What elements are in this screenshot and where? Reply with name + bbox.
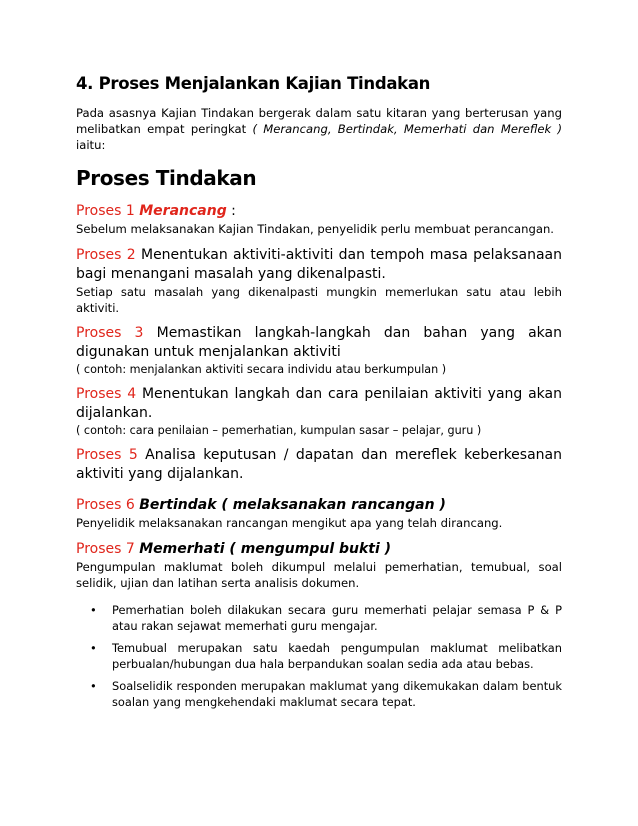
step-5-title: Analisa keputusan / dapatan dan mereflek keberkesanan aktiviti yang dijalankan.	[76, 447, 562, 482]
bullet-text: Temubual merupakan satu kaedah pengumpulan maklumat melibatkan perbualan/hubungan dua hala berpandukan soalan sedia ada atau bebas.	[112, 641, 562, 671]
step-6-desc: Penyelidik melaksanakan rancangan mengikut apa yang telah dirancang.	[76, 516, 503, 530]
step-2	[76, 246, 562, 316]
step-6-title: Bertindak ( melaksanakan rancangan )	[139, 497, 446, 513]
step-4-label: Proses 4	[76, 386, 137, 402]
step-1-desc: Sebelum melaksanakan Kajian Tindakan, penyelidik perlu membuat perancangan.	[76, 222, 554, 236]
step-3-heading	[76, 324, 562, 362]
intro-end: iaitu:	[76, 138, 106, 152]
step-6-heading	[76, 496, 562, 515]
bullet-text: Pemerhatian boleh dilakukan secara guru memerhati pelajar semasa P & P atau rakan sejawat memerhati guru mengajar.	[112, 603, 562, 633]
step-1-title: Merancang	[139, 203, 227, 219]
step-3-label: Proses 3	[76, 325, 144, 341]
section-title: 4. Proses Menjalankan Kajian Tindakan	[76, 74, 431, 93]
step-6-label: Proses 6	[76, 497, 135, 513]
main-heading: Proses Tindakan	[76, 166, 257, 190]
step-2-title: Menentukan aktiviti-aktiviti dan tempoh masa pelaksanaan bagi menangani masalah yang dikenalpasti.	[76, 247, 562, 282]
list-item	[76, 640, 562, 672]
intro-text: Pada asasnya Kajian Tindakan bergerak dalam satu kitaran yang berterusan yang melibatkan empat peringkat	[76, 106, 562, 136]
step-1-suffix: :	[226, 203, 236, 219]
step-4	[76, 385, 562, 439]
step-1-label: Proses 1	[76, 203, 135, 219]
step-7-label: Proses 7	[76, 541, 135, 557]
step-7-title: Memerhati ( mengumpul bukti )	[139, 541, 392, 557]
step-1-heading	[76, 202, 562, 221]
step-3-desc: ( contoh: menjalankan aktiviti secara individu atau berkumpulan )	[76, 363, 447, 376]
bullet-icon: •	[90, 679, 97, 693]
step-6	[76, 496, 562, 531]
intro-italic: ( Merancang, Bertindak, Memerhati dan Mereflek )	[252, 122, 562, 136]
list-item	[76, 602, 562, 634]
step-5-label: Proses 5	[76, 447, 138, 463]
intro-paragraph	[76, 105, 562, 153]
step-2-desc: Setiap satu masalah yang dikenalpasti mungkin memerlukan satu atau lebih aktiviti.	[76, 285, 562, 315]
bullet-icon: •	[90, 641, 97, 655]
list-item	[76, 678, 562, 710]
bullet-icon: •	[90, 603, 97, 617]
bullet-list	[76, 602, 562, 716]
step-7-desc: Pengumpulan maklumat boleh dikumpul melalui pemerhatian, temubual, soal selidik, ujian dan latihan serta analisis dokumen.	[76, 560, 562, 590]
bullet-text: Soalselidik responden merupakan maklumat yang dikemukakan dalam bentuk soalan yang mengkehendaki maklumat secara tepat.	[112, 679, 562, 709]
step-1	[76, 202, 562, 237]
step-7	[76, 540, 562, 591]
step-4-title: Menentukan langkah dan cara penilaian aktiviti yang akan dijalankan.	[76, 386, 562, 421]
step-2-label: Proses 2	[76, 247, 136, 263]
step-4-desc: ( contoh: cara penilaian – pemerhatian, kumpulan sasar – pelajar, guru )	[76, 424, 482, 437]
step-3	[76, 324, 562, 378]
step-3-title: Memastikan langkah-langkah dan bahan yang akan digunakan untuk menjalankan aktiviti	[76, 325, 562, 360]
step-5	[76, 446, 562, 484]
step-7-heading	[76, 540, 562, 559]
step-4-heading	[76, 385, 562, 423]
step-2-heading	[76, 246, 562, 284]
step-5-heading	[76, 446, 562, 484]
